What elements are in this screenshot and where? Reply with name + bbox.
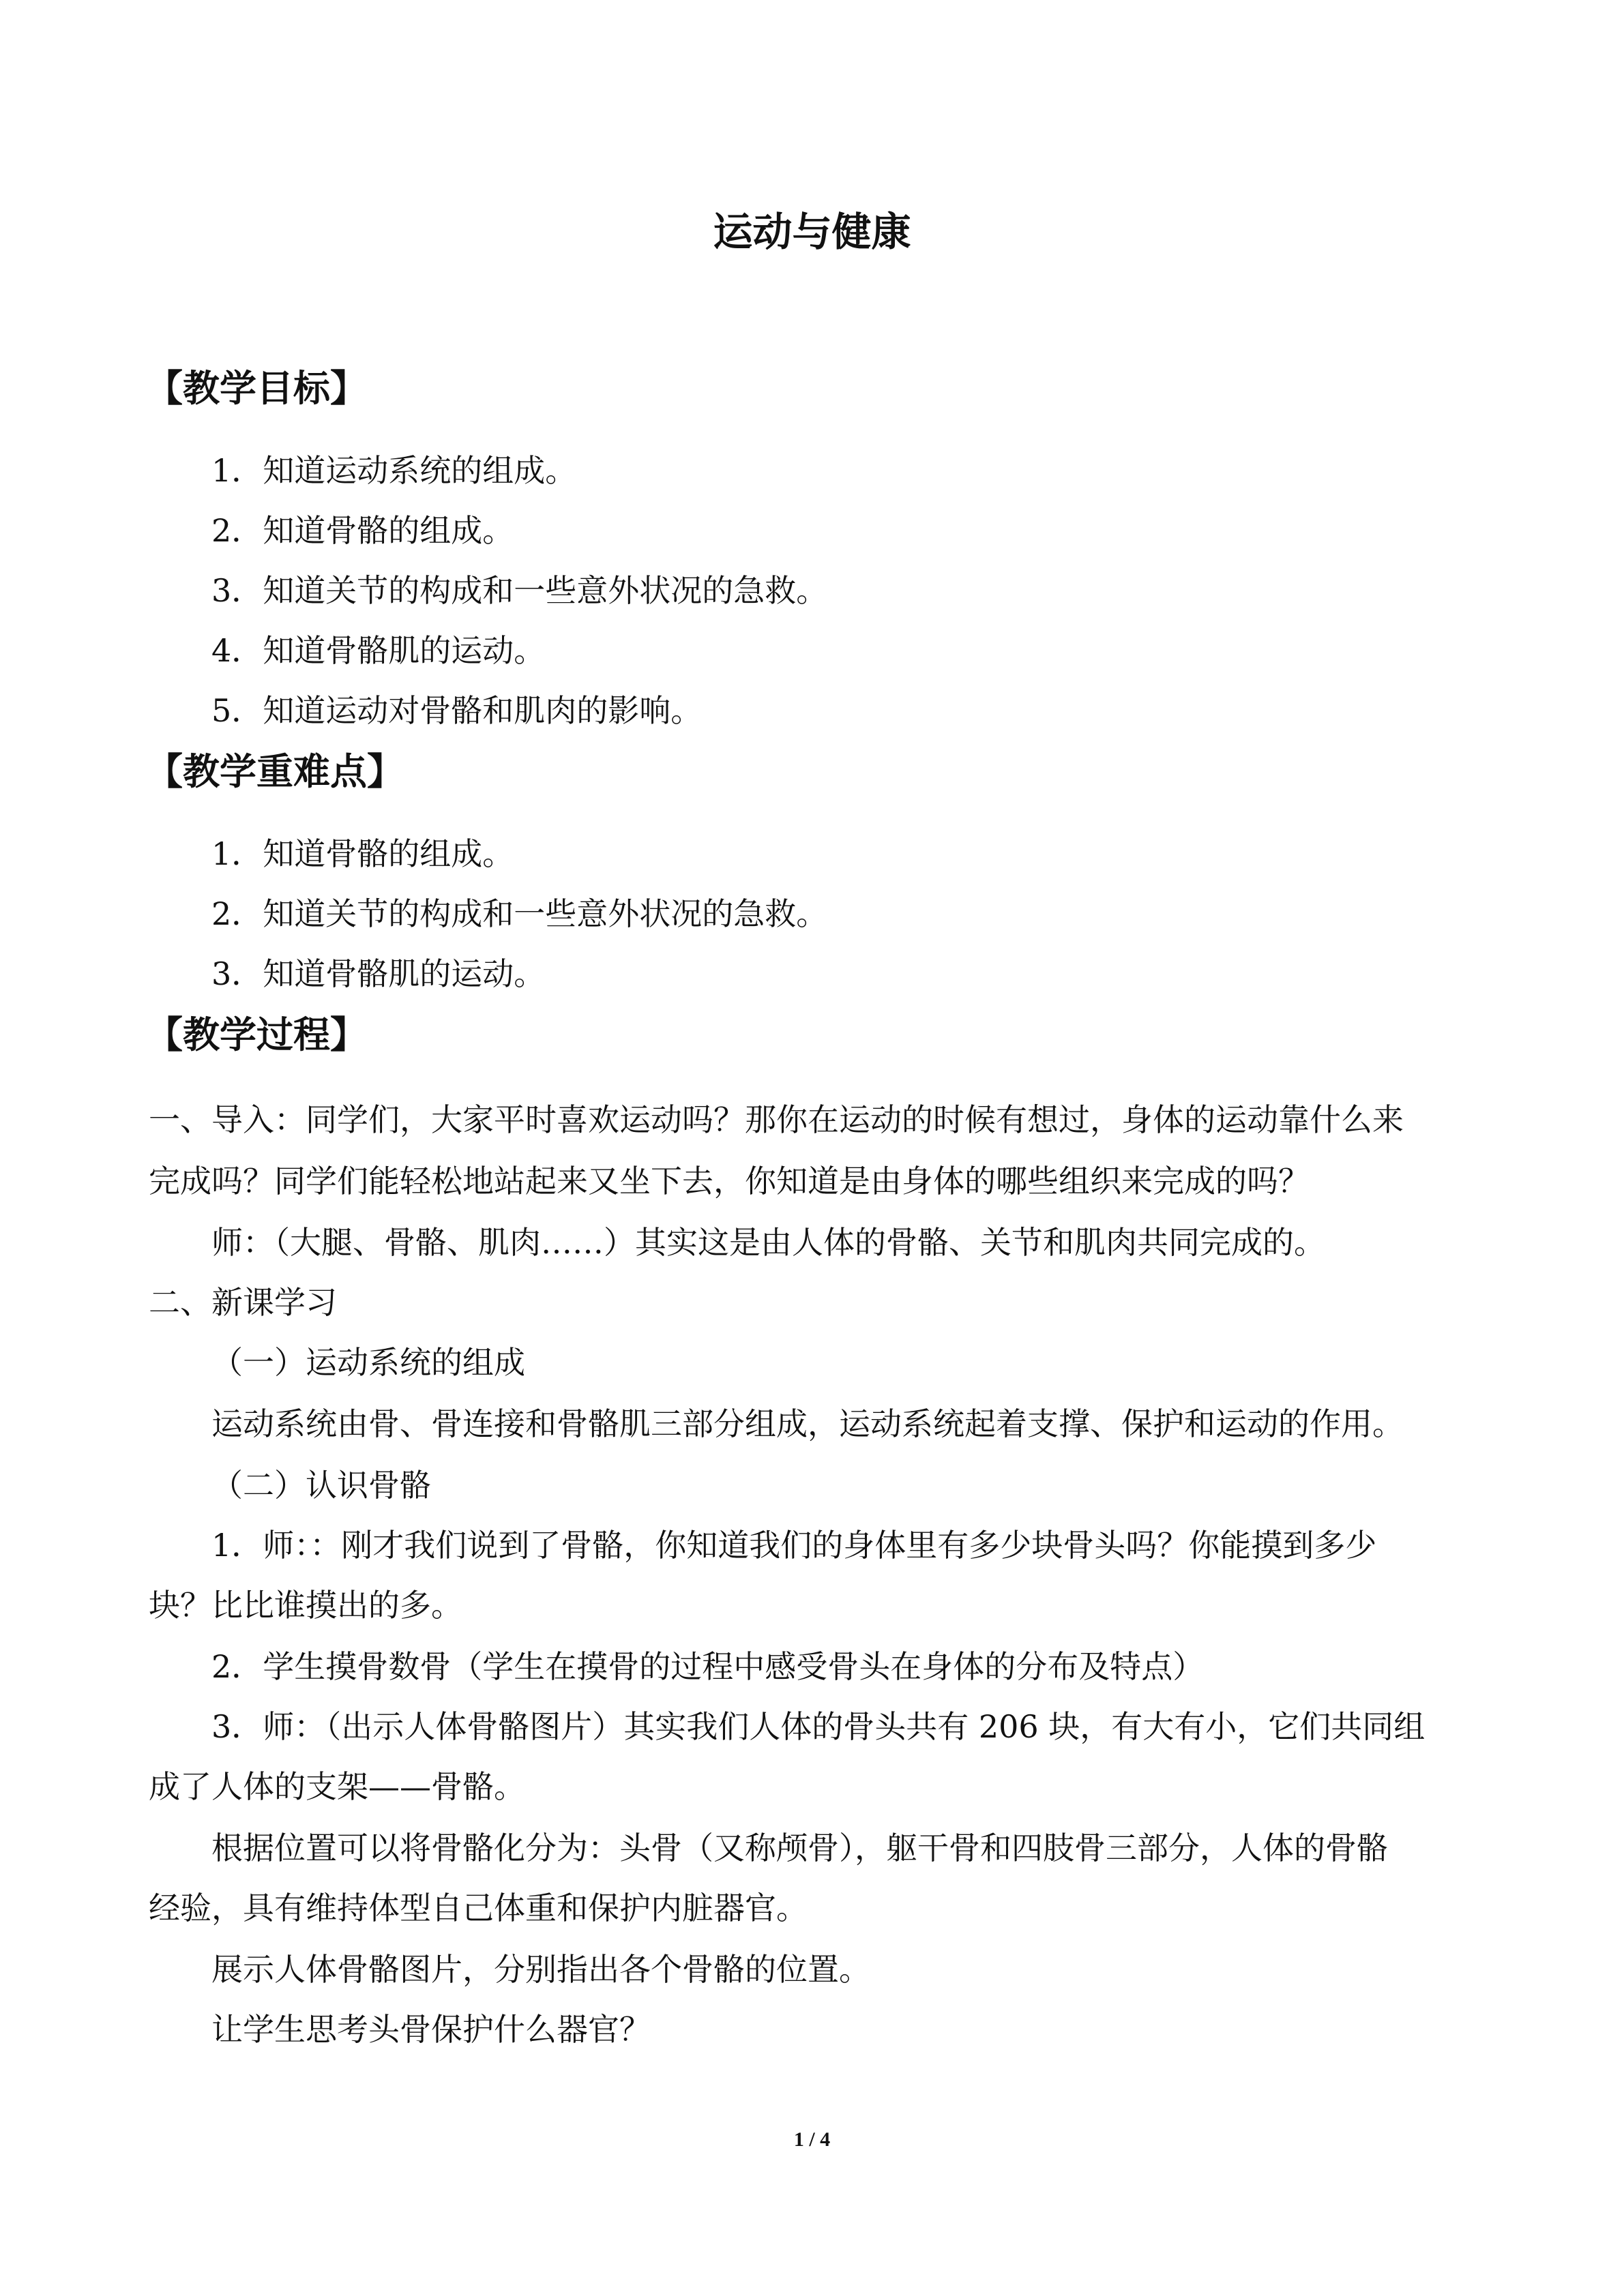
page-number: 1 / 4 (793, 2128, 831, 2151)
process-line: 成了人体的支架——骨骼。 (149, 1768, 525, 1805)
process-line: 块？比比谁摸出的多。 (149, 1587, 462, 1624)
process-line: 运动系统由骨、骨连接和骨骼肌三部分组成，运动系统起着支撑、保护和运动的作用。 (211, 1405, 1404, 1442)
process-line: 一、导入：同学们，大家平时喜欢运动吗？那你在运动的时候有想过，身体的运动靠什么来 (149, 1101, 1404, 1138)
process-line: 二、新课学习 (149, 1284, 337, 1321)
objective-item: 5．知道运动对骨骼和肌肉的影响。 (211, 692, 703, 729)
process-line: 师：（大腿、骨骼、肌肉……）其实这是由人体的骨骼、关节和肌肉共同完成的。 (211, 1224, 1325, 1261)
process-heading: 【教学过程】 (146, 1013, 367, 1056)
objective-item: 3．知道关节的构成和一些意外状况的急救。 (211, 572, 828, 609)
key-point-item: 2．知道关节的构成和一些意外状况的急救。 (211, 895, 828, 932)
process-line: 完成吗？同学们能轻松地站起来又坐下去，你知道是由身体的哪些组织来完成的吗？ (149, 1163, 1310, 1199)
objective-item: 2．知道骨骼的组成。 (211, 512, 514, 549)
process-line: 经验，具有维持体型自己体重和保护内脏器官。 (149, 1890, 808, 1926)
process-line: 2．学生摸骨数骨（学生在摸骨的过程中感受骨头在身体的分布及特点） (211, 1648, 1205, 1685)
objective-item: 4．知道骨骼肌的运动。 (211, 632, 546, 669)
process-line: 展示人体骨骼图片，分别指出各个骨骼的位置。 (211, 1951, 870, 1988)
process-line: 让学生思考头骨保护什么器官？ (211, 2011, 651, 2048)
process-line: （一）运动系统的组成 (211, 1344, 525, 1381)
process-line: 3．师：（出示人体骨骼图片）其实我们人体的骨头共有 206 块，有大有小，它们共同组 (211, 1708, 1426, 1745)
key-point-item: 1．知道骨骼的组成。 (211, 835, 514, 872)
key-point-item: 3．知道骨骼肌的运动。 (211, 955, 546, 992)
objective-item: 1．知道运动系统的组成。 (211, 452, 577, 489)
process-line: （二）认识骨骼 (211, 1467, 431, 1504)
objectives-heading: 【教学目标】 (146, 367, 367, 410)
key-points-heading: 【教学重难点】 (146, 750, 404, 793)
document-title: 运动与健康 (713, 209, 911, 255)
process-line: 1．师：：刚才我们说到了骨骼，你知道我们的身体里有多少块骨头吗？你能摸到多少 (211, 1527, 1377, 1564)
process-line: 根据位置可以将骨骼化分为：头骨（又称颅骨），躯干骨和四肢骨三部分，人体的骨骼 (211, 1830, 1388, 1866)
